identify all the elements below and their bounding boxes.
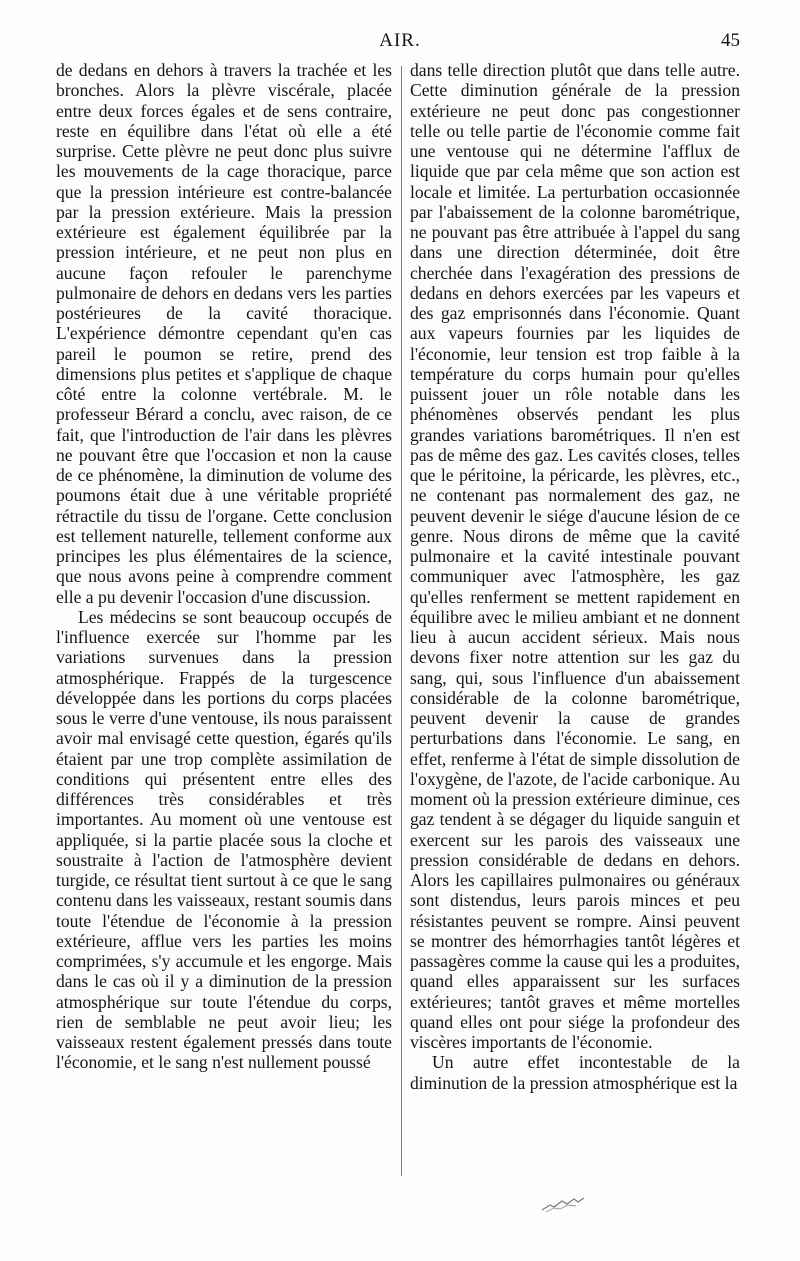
page-number: 45: [721, 30, 740, 51]
column-divider: [401, 66, 402, 1176]
paragraph: de dedans en dehors à travers la trachée et les bronches. Alors la plèvre viscérale, placée entre deux forces égales et de sens contraire, reste en équilibre dans l'état où elle a été surprise. Cette plèvre ne peut donc plus suivre les mouvements de la cage thoracique, parce que la pression intérieure est contre-balancée par la pression extérieure. Mais la pression extérieure est également équilibrée par la pression intérieure, et ne peut non plus en aucune façon refouler le parenchyme pulmonaire de dehors en dedans vers les parties postérieures de la cavité thoracique. L'expérience démontre cependant qu'en cas pareil le poumon se retire, prend des dimensions plus petites et s'applique de chaque côté entre la colonne vertébrale. M. le professeur Bérard a conclu, avec raison, de ce fait, que l'introduction de l'air dans les plèvres ne pouvant être que l'occasion et non la cause de ce phénomène, la diminution de volume des poumons était due à une véritable propriété rétractile du tissu de l'organe. Cette conclusion est tellement naturelle, tellement conforme aux principes les plus élémentaires de la science, que nous avons peine à comprendre comment elle a pu devenir l'occasion d'une discussion.: [56, 60, 392, 607]
running-header: [0, 30, 800, 54]
paragraph: dans telle direction plutôt que dans telle autre. Cette diminution générale de la pression extérieure ne peut donc pas congestionner telle ou telle partie de l'économie comme fait une ventouse qui ne détermine l'afflux de liquide que par cela même que son action est locale et limitée. La perturbation occasionnée par l'abaissement de la colonne barométrique, ne pouvant pas être attribuée à l'appel du sang dans une direction déterminée, doit être cherchée dans l'exagération des pressions de dedans en dehors exercées par les vapeurs et des gaz emprisonnés dans l'économie. Quant aux vapeurs fournies par les liquides de l'économie, leur tension est trop faible à la température du corps humain pour qu'elles puissent jouer un rôle notable dans les phénomènes observés pendant les plus grandes variations barométriques. Il n'en est pas de même des gaz. Les cavités closes, telles que le péritoine, la péricarde, les plèvres, etc., ne contenant pas normalement des gaz, ne peuvent devenir le siége d'aucune lésion de ce genre. Nous dirons de même que la cavité pulmonaire et la cavité intestinale pouvant communiquer avec l'atmosphère, les gaz qu'elles renferment se mettent rapidement en équilibre avec le milieu ambiant et ne donnent lieu à aucun accident sérieux. Mais nous devons fixer notre attention sur les gaz du sang, qui, sous l'influence d'un abaissement considérable de la colonne barométrique, peuvent devenir la cause de grandes perturbations dans l'économie. Le sang, en effet, renferme à l'état de simple dissolution de l'oxygène, de l'azote, de l'acide carbonique. Au moment où la pression extérieure diminue, ces gaz tendent à se dégager du liquide sanguin et exercent sur les parois des vaisseaux une pression considérable de dedans en dehors. Alors les capillaires pulmonaires ou généraux sont distendus, leurs parois minces et peu résistantes peuvent se rompre. Ainsi peuvent se montrer des hémorrhagies tantôt légères et passagères comme la cause qui les a produites, quand elles apparaissent sur les surfaces extérieures; tantôt graves et même mortelles quand elles ont pour siége la profondeur des viscères importants de l'économie.: [410, 60, 740, 1052]
printer-ornament-icon: [540, 1196, 586, 1214]
left-column: [56, 60, 392, 1073]
running-title: AIR.: [379, 30, 421, 51]
paragraph: Un autre effet incontestable de la diminution de la pression atmosphérique est la: [410, 1052, 740, 1093]
paragraph: Les médecins se sont beaucoup occupés de l'influence exercée sur l'homme par les variations survenues dans la pression atmosphérique. Frappés de la turgescence développée dans les portions du corps placées sous le verre d'une ventouse, ils nous paraissent avoir mal envisagé cette question, égarés qu'ils étaient par une trop complète assimilation de conditions qui présentent entre elles des différences très considérables et très importantes. Au moment où une ventouse est appliquée, si la partie placée sous la cloche et soustraite à l'action de l'atmosphère devient turgide, ce résultat tient surtout à ce que le sang contenu dans les vaisseaux, restant soumis dans toute l'étendue de l'économie à la pression extérieure, afflue vers les parties les moins comprimées, s'y accumule et les engorge. Mais dans le cas où il y a diminution de la pression atmosphérique sur toute l'étendue du corps, rien de semblable ne peut avoir lieu; les vaisseaux restent également pressés dans toute l'économie, et le sang n'est nullement poussé: [56, 606, 392, 1073]
right-column: [410, 60, 740, 1093]
